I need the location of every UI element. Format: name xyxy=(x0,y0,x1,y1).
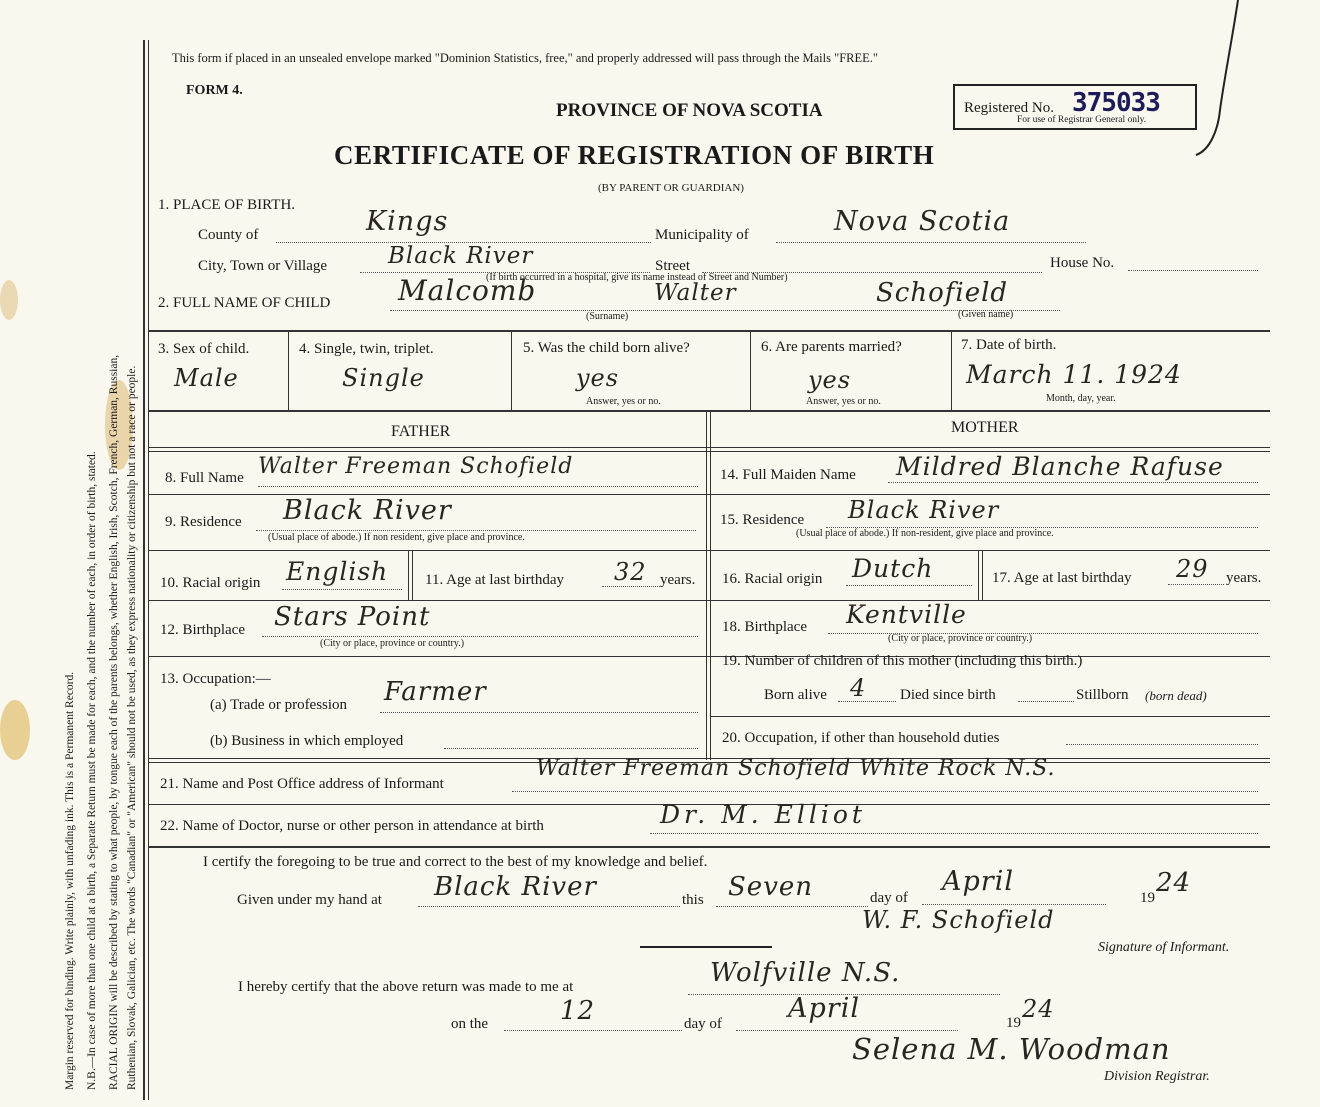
given-month-line xyxy=(922,904,1106,905)
this-label: this xyxy=(682,892,704,908)
registrar-on-the-label: on the xyxy=(451,1016,489,1032)
registrar-day-value: 12 xyxy=(560,996,596,1026)
mother-age-label: 17. Age at last birthday xyxy=(992,570,1132,586)
registered-number: 375033 xyxy=(1072,88,1160,118)
margin-note-1: Margin reserved for binding. Write plainly, with unfading ink. This is a Permanent Record. xyxy=(64,671,76,1090)
sex-label: 3. Sex of child. xyxy=(158,341,250,357)
registered-number-box xyxy=(953,84,1197,130)
given-month-value: April xyxy=(942,866,1014,897)
children-count-label: 19. Number of children of this mother (including this birth.) xyxy=(722,653,1083,669)
registrar-month-value: April xyxy=(788,993,860,1024)
plurality-label: 4. Single, twin, triplet. xyxy=(299,341,434,357)
registrar-place-value: Wolfville N.S. xyxy=(710,958,901,988)
margin-border-inner xyxy=(148,40,149,1100)
given-day-value: Seven xyxy=(728,872,814,902)
sex-value: Male xyxy=(174,364,239,392)
city-value: Black River xyxy=(388,243,534,269)
given-under-label: Given under my hand at xyxy=(237,892,382,908)
parents-divider xyxy=(706,410,707,760)
certification-statement: I certify the foregoing to be true and correct to the best of my knowledge and belief. xyxy=(203,854,708,870)
father-name-label: 8. Full Name xyxy=(165,470,244,486)
father-years-label: years. xyxy=(660,572,696,588)
col-divider xyxy=(750,330,751,410)
father-birthplace-label: 12. Birthplace xyxy=(160,622,245,638)
father-birthplace-value: Stars Point xyxy=(274,602,431,632)
mother-age-value: 29 xyxy=(1176,555,1209,583)
row-divider xyxy=(148,550,1270,551)
born-alive-value: yes xyxy=(576,364,620,392)
answer-caption: Answer, yes or no. xyxy=(586,396,661,407)
certificate-title: CERTIFICATE OF REGISTRATION OF BIRTH xyxy=(334,140,935,170)
father-trade-value: Farmer xyxy=(384,677,487,707)
informant-signature: W. F. Schofield xyxy=(862,906,1055,934)
mother-abode-caption: (Usual place of abode.) If non-resident, give place and province. xyxy=(796,528,1054,539)
child-surname-value: Malcomb xyxy=(398,274,537,307)
hospital-note: (If birth occurred in a hospital, give its name instead of Street and Number) xyxy=(486,272,788,283)
col-divider xyxy=(412,550,413,600)
county-value: Kings xyxy=(366,206,449,237)
row-divider xyxy=(148,656,1270,657)
informant-signature-caption: Signature of Informant. xyxy=(1098,940,1230,955)
mother-occupation-line xyxy=(1066,744,1258,745)
doctor-value: Dr. M. Elliot xyxy=(660,800,866,829)
given-name-caption: (Given name) xyxy=(958,309,1014,320)
row-divider xyxy=(148,410,1270,412)
registrar-year-prefix: 19 xyxy=(1006,1015,1021,1031)
answer-caption: Answer, yes or no. xyxy=(806,396,881,407)
mother-residence-value: Black River xyxy=(848,496,1000,524)
registrar-day-of-label: day of xyxy=(684,1016,722,1032)
father-age-label: 11. Age at last birthday xyxy=(425,572,564,588)
registrar-day-line xyxy=(504,1030,682,1031)
father-birthplace-line xyxy=(262,636,698,637)
registrar-month-line xyxy=(736,1030,958,1031)
col-divider xyxy=(978,550,979,600)
died-since-birth-label: Died since birth xyxy=(900,687,996,703)
born-alive-count-line xyxy=(838,701,896,702)
father-residence-label: 9. Residence xyxy=(165,514,242,530)
mother-birthplace-caption: (City or place, province or country.) xyxy=(888,633,1033,644)
given-place-value: Black River xyxy=(434,872,597,902)
mother-residence-label: 15. Residence xyxy=(720,512,805,528)
city-label: City, Town or Village xyxy=(198,258,328,274)
row-divider xyxy=(148,447,1270,448)
father-business-label: (b) Business in which employed xyxy=(210,733,404,749)
given-year-prefix: 19 xyxy=(1140,890,1155,906)
registrar-statement: I hereby certify that the above return was made to me at xyxy=(238,979,574,995)
stillborn-caption: (born dead) xyxy=(1145,688,1207,703)
father-residence-value: Black River xyxy=(283,495,452,526)
given-year-suffix: 24 xyxy=(1156,868,1192,898)
father-business-line xyxy=(444,748,698,749)
plurality-value: Single xyxy=(342,364,425,392)
form-number: FORM 4. xyxy=(186,83,243,98)
father-age-value: 32 xyxy=(614,558,647,586)
municipality-line xyxy=(776,242,1086,243)
col-divider xyxy=(408,550,409,600)
ink-stain xyxy=(0,700,30,760)
born-alive-label: 5. Was the child born alive? xyxy=(523,340,690,356)
father-residence-line xyxy=(256,530,696,531)
col-divider xyxy=(511,330,512,410)
parents-married-label: 6. Are parents married? xyxy=(761,339,902,355)
parents-divider xyxy=(710,410,711,760)
mail-note: This form if placed in an unsealed envelope marked "Dominion Statistics, free," and properly addressed will pass through the Mails "FREE." xyxy=(172,51,879,65)
father-abode-caption: (Usual place of abode.) If non resident, give place and province. xyxy=(268,532,525,543)
row-divider xyxy=(710,716,1270,717)
mother-name-label: 14. Full Maiden Name xyxy=(720,467,856,483)
row-divider xyxy=(148,600,1270,601)
margin-border xyxy=(143,40,145,1100)
mother-birthplace-value: Kentville xyxy=(846,600,967,629)
doctor-line xyxy=(650,833,1258,834)
mother-race-value: Dutch xyxy=(852,554,934,583)
father-race-line xyxy=(282,589,402,590)
registrar-signature: Selena M. Woodman xyxy=(852,1032,1171,1066)
born-alive-count-value: 4 xyxy=(850,674,867,702)
ink-stain xyxy=(0,280,18,320)
mother-name-value: Mildred Blanche Rafuse xyxy=(896,452,1224,481)
municipality-label: Municipality of xyxy=(655,227,749,243)
date-of-birth-label: 7. Date of birth. xyxy=(961,337,1057,353)
house-line xyxy=(1128,270,1258,271)
mother-years-label: years. xyxy=(1226,570,1262,586)
mother-race-label: 16. Racial origin xyxy=(722,571,823,587)
father-name-line xyxy=(258,486,698,487)
mother-race-line xyxy=(846,585,972,586)
given-day-line xyxy=(716,906,868,907)
binding-margin xyxy=(0,0,140,1107)
stillborn-label: Stillborn xyxy=(1076,687,1129,703)
date-of-birth-value: March 11. 1924 xyxy=(966,360,1182,389)
father-age-line xyxy=(602,586,660,587)
given-place-line xyxy=(418,906,680,907)
father-race-label: 10. Racial origin xyxy=(160,575,261,591)
mother-birthplace-label: 18. Birthplace xyxy=(722,619,807,635)
division-registrar-caption: Division Registrar. xyxy=(1104,1069,1210,1084)
informant-label: 21. Name and Post Office address of Informant xyxy=(160,776,444,792)
registrar-general-note: For use of Registrar General only. xyxy=(1017,115,1147,125)
child-middle-value: Walter xyxy=(654,280,737,306)
row-divider xyxy=(148,330,1270,332)
county-label: County of xyxy=(198,227,259,243)
row-divider xyxy=(148,846,1270,848)
surname-caption: (Surname) xyxy=(586,311,629,322)
margin-note-3: RACIAL ORIGIN will be described by stating to what people, by tongue each of the parents belongs, whether English, Irish, Scotch, French, German, Russian, xyxy=(108,354,120,1090)
father-birthplace-caption: (City or place, province or country.) xyxy=(320,638,465,649)
mother-heading: MOTHER xyxy=(951,419,1019,436)
father-heading: FATHER xyxy=(391,423,451,440)
born-alive-count-label: Born alive xyxy=(764,687,827,703)
father-trade-line xyxy=(380,712,698,713)
child-given-value: Schofield xyxy=(876,278,1009,308)
col-divider xyxy=(951,330,952,410)
house-no-label: House No. xyxy=(1050,255,1115,271)
given-day-of-label: day of xyxy=(870,890,908,906)
doctor-label: 22. Name of Doctor, nurse or other person in attendance at birth xyxy=(160,818,544,834)
father-trade-label: (a) Trade or profession xyxy=(210,697,348,713)
father-race-value: English xyxy=(286,557,389,586)
date-of-birth-caption: Month, day, year. xyxy=(1046,393,1116,404)
province-heading: PROVINCE OF NOVA SCOTIA xyxy=(556,100,823,121)
mother-name-line xyxy=(888,482,1258,483)
margin-note-4: Ruthenian, Slovak, Galician, etc. The words "Canadian" or "American" should not be used, as they express nationality or citizenship but not a race or people. xyxy=(126,365,138,1090)
section-separator xyxy=(640,946,772,948)
street-label: Street xyxy=(655,258,690,274)
mother-age-line xyxy=(1168,584,1224,585)
father-occupation-label: 13. Occupation:— xyxy=(160,671,271,687)
col-divider xyxy=(982,550,983,600)
certificate-subtitle: (BY PARENT OR GUARDIAN) xyxy=(598,182,744,194)
mother-occupation-label: 20. Occupation, if other than household duties xyxy=(722,730,1000,746)
parents-married-value: yes xyxy=(808,366,852,394)
municipality-value: Nova Scotia xyxy=(834,206,1011,237)
place-of-birth-label: 1. PLACE OF BIRTH. xyxy=(158,197,296,213)
child-name-label: 2. FULL NAME OF CHILD xyxy=(158,295,331,311)
margin-note-2: N.B.—In case of more than one child at a birth, a Separate Return must be made for each, and the number of each, in order of birth, stated. xyxy=(86,451,98,1090)
pen-flourish xyxy=(1180,0,1260,160)
father-name-value: Walter Freeman Schofield xyxy=(258,454,574,479)
informant-value: Walter Freeman Schofield White Rock N.S. xyxy=(536,756,1056,781)
died-since-birth-line xyxy=(1018,701,1074,702)
registered-label: Registered No. xyxy=(964,100,1054,116)
informant-line xyxy=(512,791,1258,792)
registrar-year-suffix: 24 xyxy=(1022,995,1055,1023)
col-divider xyxy=(288,330,289,410)
